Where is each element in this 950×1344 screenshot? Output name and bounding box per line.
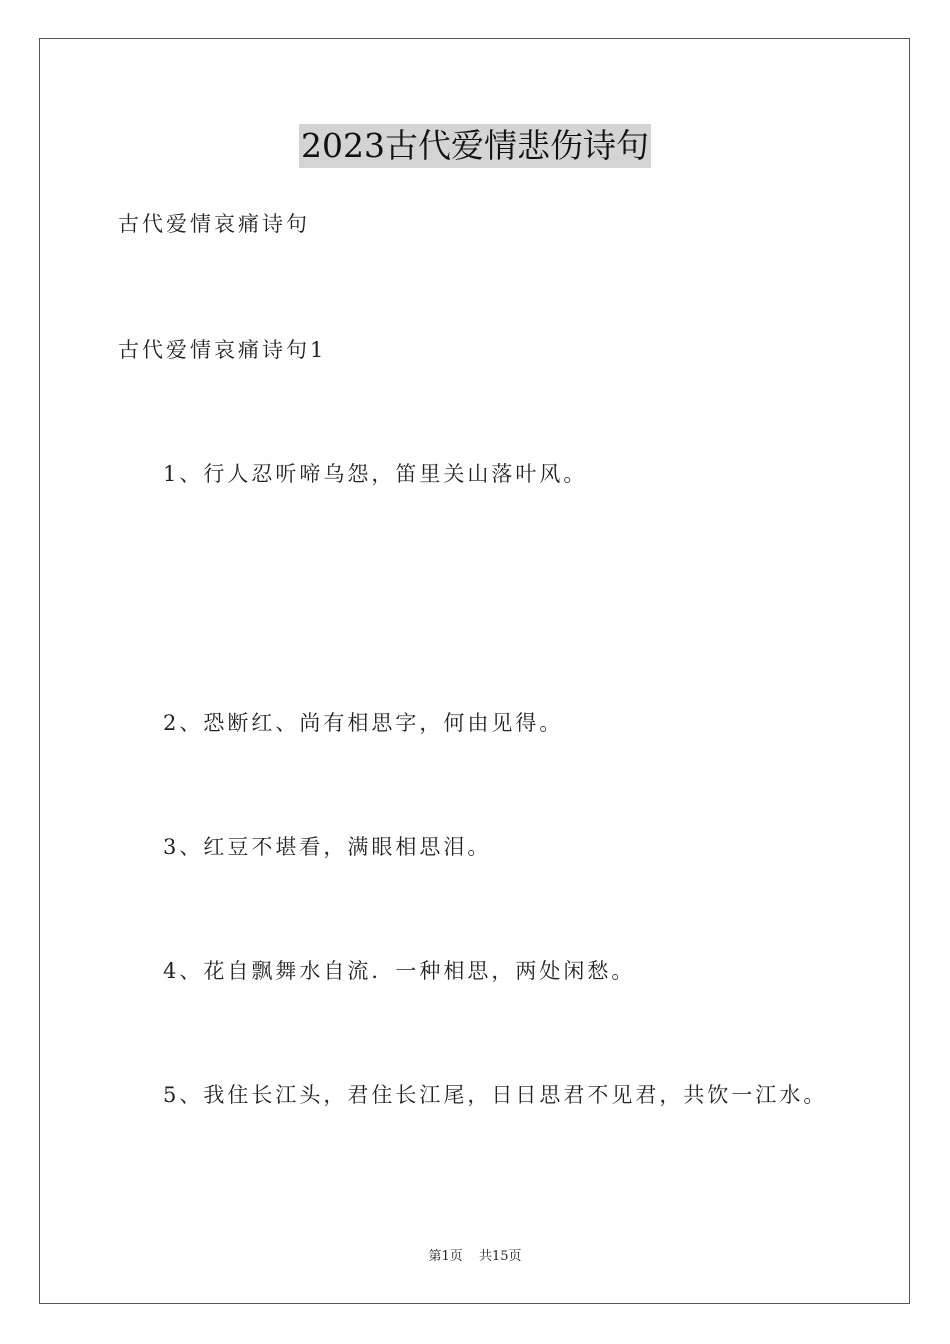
section-heading: 古代爱情哀痛诗句1 — [118, 338, 327, 362]
poem-line-4: 4、花自飘舞水自流．一种相思，两处闲愁。 — [163, 959, 636, 983]
poem-line-3: 3、红豆不堪看，满眼相思泪。 — [163, 835, 492, 859]
poem-line-2: 2、恐断红、尚有相思字，何由见得。 — [163, 711, 564, 735]
page-total: 共15页 — [478, 1249, 522, 1264]
page-number: 第1页 — [428, 1249, 463, 1264]
page-footer — [0, 1248, 950, 1266]
subtitle: 古代爱情哀痛诗句 — [118, 212, 310, 236]
poem-line-1: 1、行人忍听啼乌怨，笛里关山落叶风。 — [163, 462, 588, 486]
title-container — [0, 124, 950, 168]
poem-line-5: 5、我住长江头，君住长江尾，日日思君不见君，共饮一江水。 — [163, 1083, 828, 1107]
document-title: 2023古代爱情悲伤诗句 — [299, 124, 651, 168]
